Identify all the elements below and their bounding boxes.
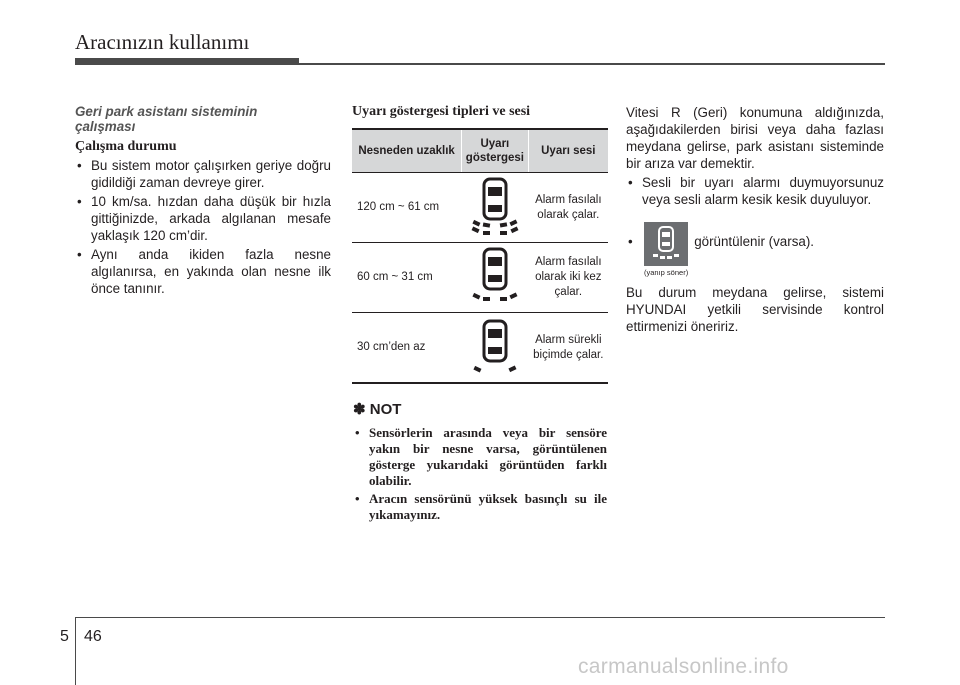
operation-list bbox=[75, 157, 331, 297]
list-item: • Sensörlerin arasında veya bir sensöre yakın bir nesne varsa, görüntülenen gösterge yukarıdaki görüntüden farklı olabilir. bbox=[353, 425, 607, 489]
intro-paragraph: Vitesi R (Geri) konumuna aldığınızda, aşağıdakilerden birisi veya daha fazlası meydana gelirse, park asistanı sisteminde bir arıza var demektir. bbox=[626, 105, 884, 171]
distance-cell: 120 cm ~ 61 cm bbox=[357, 201, 440, 213]
table-header-row bbox=[352, 130, 608, 173]
warning-table bbox=[352, 128, 608, 384]
footer-rule bbox=[75, 617, 885, 618]
indicator-text: görüntülenir (varsa). bbox=[694, 234, 815, 249]
distance-cell: 60 cm ~ 31 cm bbox=[357, 271, 433, 283]
header-rule-thin bbox=[299, 63, 885, 65]
icon-caption: (yanıp söner) bbox=[644, 268, 689, 277]
note-list bbox=[353, 425, 607, 525]
table-title: Uyarı göstergesi tipleri ve sesi bbox=[352, 104, 531, 119]
note-title: ✽ NOT bbox=[353, 401, 402, 418]
car-icon bbox=[651, 225, 681, 263]
sound-cell: Alarm fasılalı olarak çalar. bbox=[535, 193, 602, 221]
watermark-text: carmanualsonline.info bbox=[578, 655, 789, 678]
bullet-dot: • bbox=[628, 234, 633, 249]
closing-paragraph: Bu durum meydana gelirse, sistemi HYUNDAI yetkili servisinde kontrol ettirmenizi öneririz. bbox=[626, 285, 884, 334]
header-indicator: Uyarı göstergesi bbox=[461, 130, 528, 172]
indicator-cell bbox=[461, 313, 528, 382]
car-indicator-icon bbox=[468, 247, 522, 309]
indicator-bullet bbox=[626, 222, 884, 278]
right-column bbox=[626, 104, 884, 335]
left-column bbox=[75, 104, 331, 299]
parking-warning-icon bbox=[644, 222, 688, 266]
page-header-title: Aracınızın kullanımı bbox=[75, 30, 250, 54]
chapter-number: 5 bbox=[60, 628, 69, 645]
table-row bbox=[352, 313, 608, 382]
table-row bbox=[352, 243, 608, 313]
footer-divider bbox=[75, 617, 76, 685]
car-indicator-icon bbox=[468, 177, 522, 239]
subheading: Çalışma durumu bbox=[75, 139, 177, 154]
indicator-cell bbox=[461, 243, 528, 312]
header-rule-bold bbox=[75, 58, 299, 65]
sound-cell: Alarm sürekli biçimde çalar. bbox=[533, 333, 604, 361]
list-item: • Sesli bir uyarı alarmı duymuyorsunuz veya sesli alarm kesik kesik duyuluyor. bbox=[626, 174, 884, 208]
distance-cell: 30 cm’den az bbox=[357, 341, 426, 353]
header-sound: Uyarı sesi bbox=[541, 145, 596, 157]
list-item: • Bu sistem motor çalışırken geriye doğru gidildiği zaman devreye girer. bbox=[75, 157, 331, 191]
table-row bbox=[352, 173, 608, 243]
sound-cell: Alarm fasılalı olarak iki kez çalar. bbox=[535, 256, 602, 298]
car-indicator-icon bbox=[468, 317, 522, 379]
warning-icon-group bbox=[644, 222, 688, 278]
list-item: • Aynı anda ikiden fazla nesne algılanırsa, en yakında olan nesne ilk önce tanınır. bbox=[75, 246, 331, 297]
list-item: • 10 km/sa. hızdan daha düşük bir hızla gittiğinizde, arkada algılanan mesafe yaklaşık 120 cm’dir. bbox=[75, 193, 331, 244]
list-item: • Aracın sensörünü yüksek basınçlı su ile yıkamayınız. bbox=[353, 491, 607, 523]
fault-list bbox=[626, 174, 884, 208]
indicator-cell bbox=[461, 173, 528, 242]
header-distance: Nesneden uzaklık bbox=[358, 145, 455, 157]
page-number: 46 bbox=[84, 628, 102, 645]
section-title: Geri park asistanı sisteminin çalışması bbox=[75, 104, 258, 134]
